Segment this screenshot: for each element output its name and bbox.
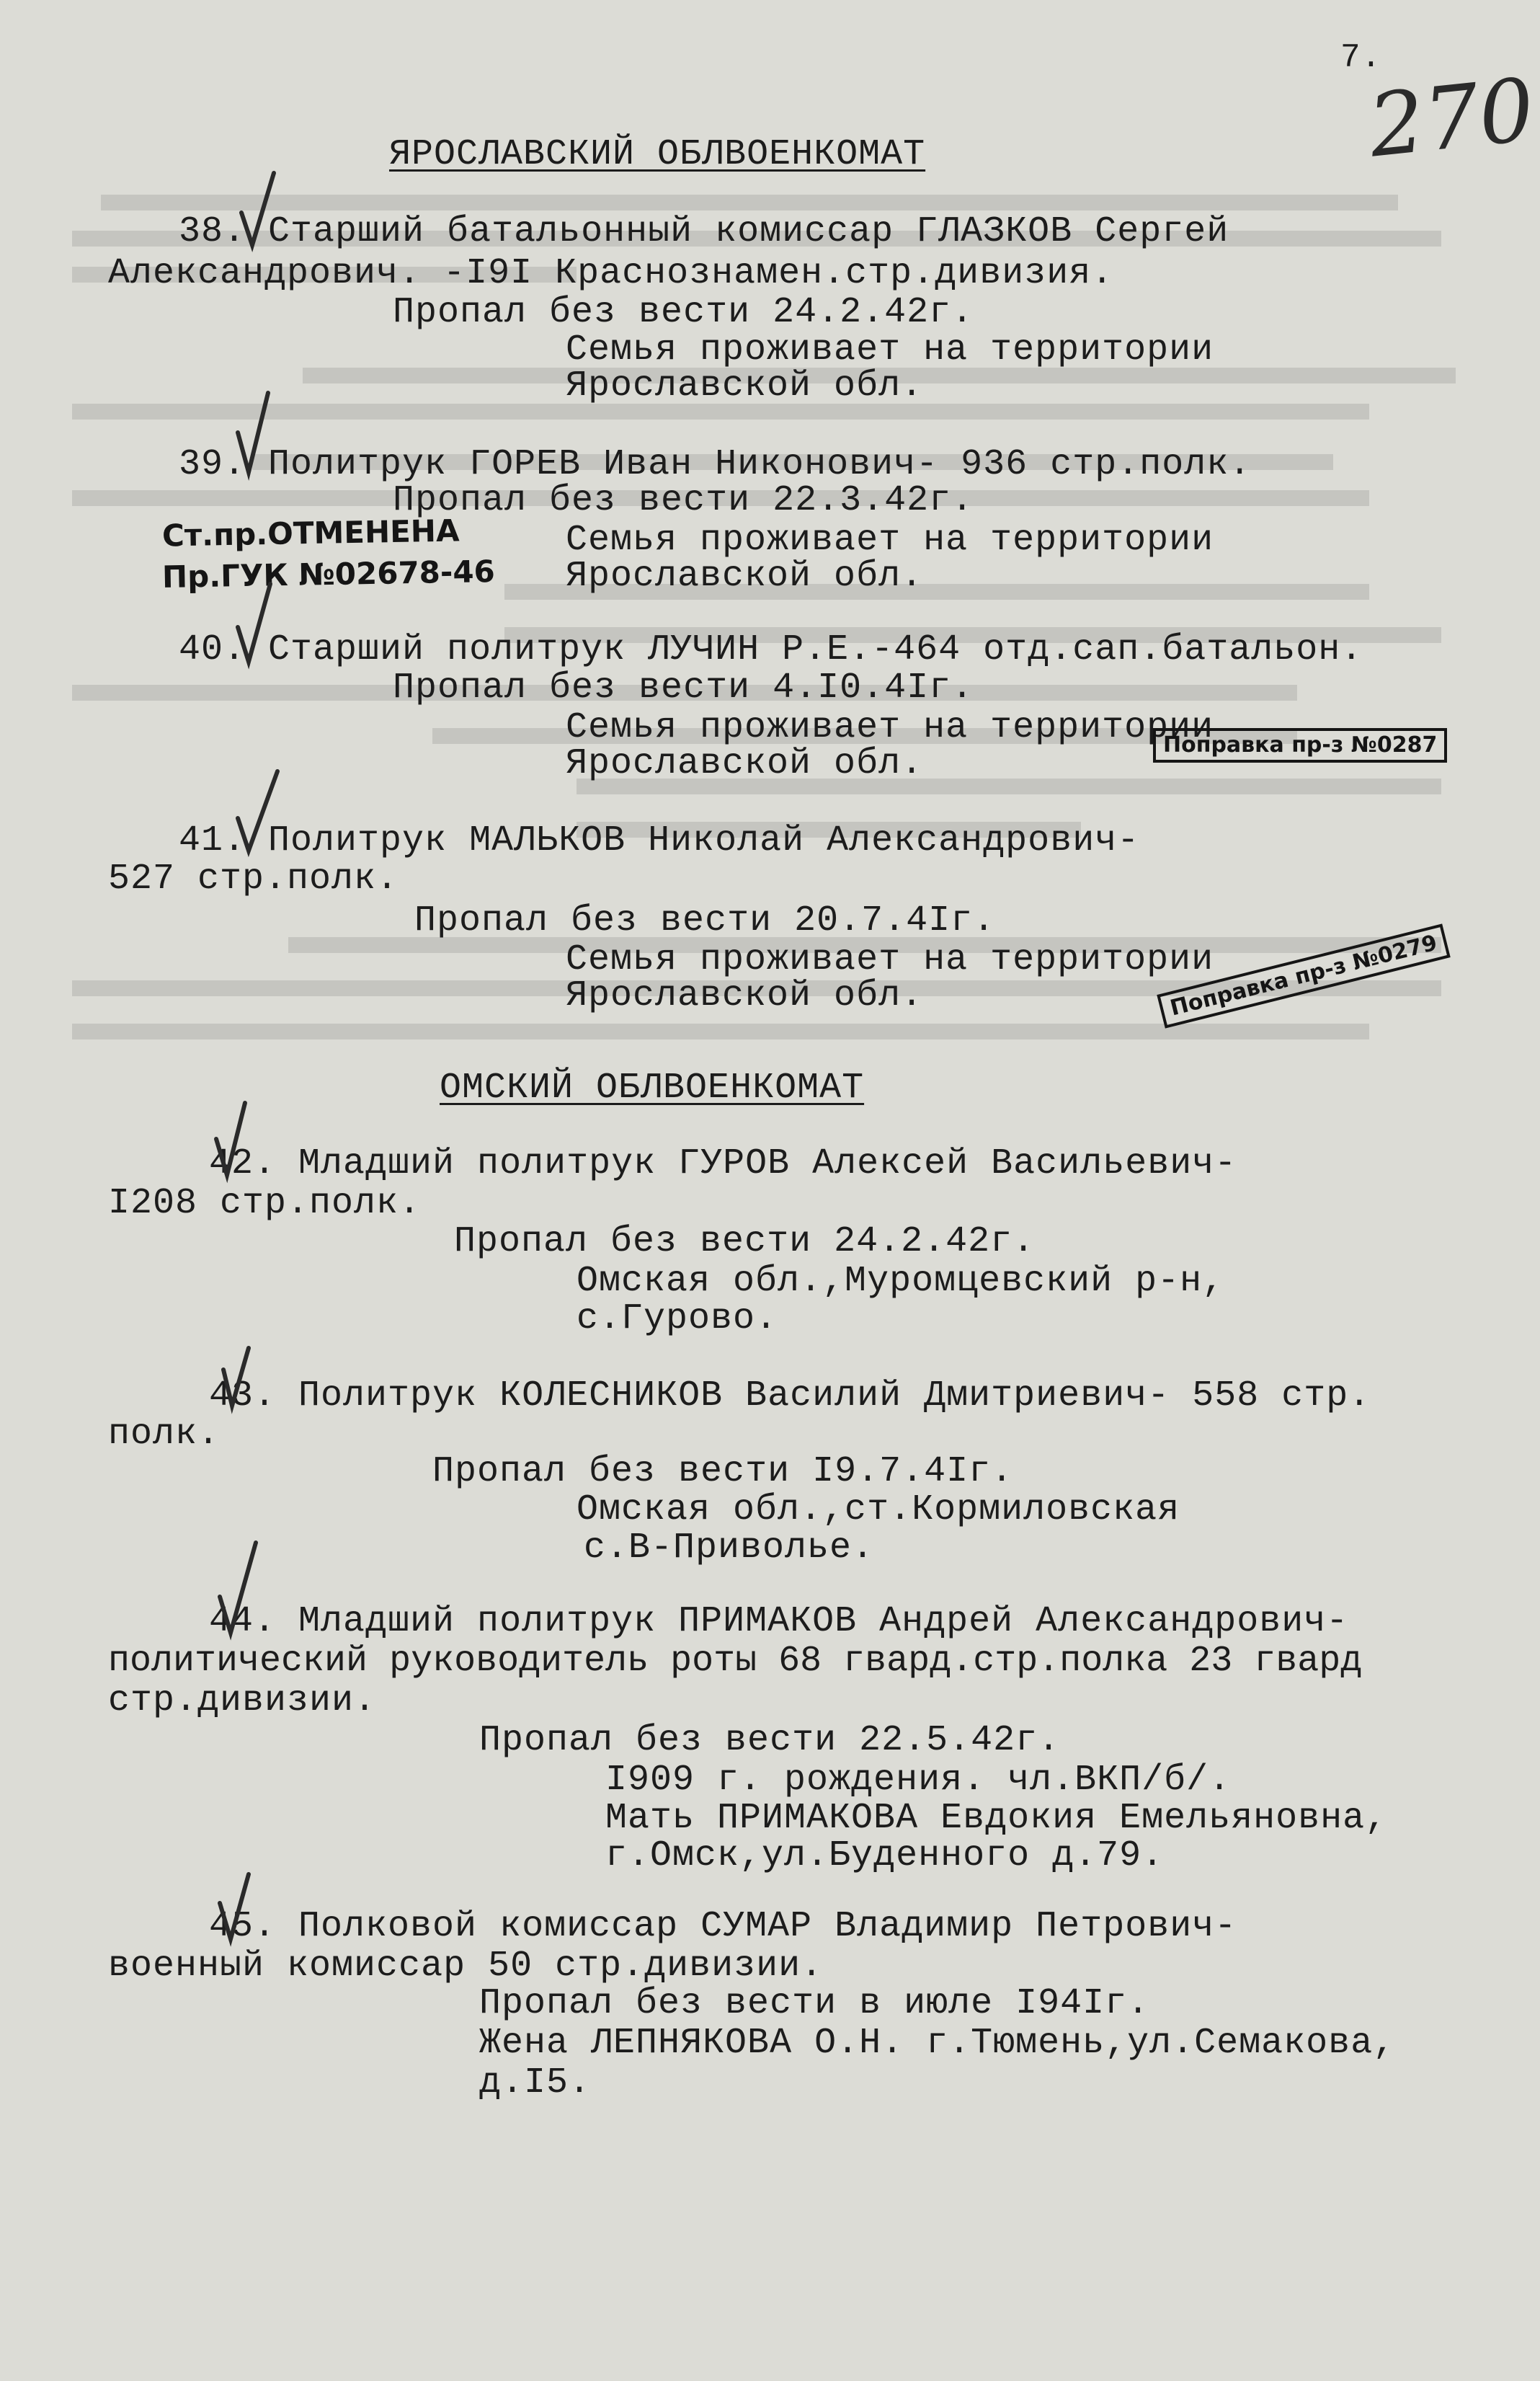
entry-41-line3: Пропал без вести 20.7.4Iг. (414, 900, 996, 941)
entry-41-line1: 41. Политрук МАЛЬКОВ Николай Александрович- (179, 820, 1140, 861)
entry-38-line2: Александрович. -I9I Краснознамен.стр.дивизия. (108, 253, 1114, 294)
page-number: 7. (1340, 39, 1382, 76)
entry-44-line6: Мать ПРИМАКОВА Евдокия Емельяновна, (605, 1798, 1388, 1839)
archive-sheet-number: 270 (1364, 60, 1539, 177)
entry-40-line4: Ярославской обл. (566, 743, 924, 784)
entry-44-line1: 44. Младший политрук ПРИМАКОВ Андрей Александрович- (209, 1601, 1349, 1642)
entry-38-line5: Ярославской обл. (566, 365, 924, 407)
entry-40-line2: Пропал без вести 4.I0.4Iг. (393, 668, 974, 709)
section-title-yaroslavl: ЯРОСЛАВСКИЙ ОБЛВОЕНКОМАТ (389, 134, 926, 175)
entry-44-line5: I909 г. рождения. чл.ВКП/б/. (605, 1760, 1232, 1801)
entry-44-line2: политический руководитель роты 68 гвард.стр.полка 23 гвард (108, 1641, 1363, 1682)
entry-42-line2: I208 стр.полк. (108, 1183, 422, 1224)
correction-stamp-1: Поправка пр-з №0287 (1153, 728, 1447, 763)
entry-44-line4: Пропал без вести 22.5.42г. (479, 1720, 1061, 1761)
entry-45-line1: 45. Полковой комиссар СУМАР Владимир Петрович- (209, 1906, 1237, 1947)
entry-39-line3: Семья проживает на территории (566, 520, 1214, 561)
section-title-omsk: ОМСКИЙ ОБЛВОЕНКОМАТ (440, 1068, 865, 1109)
entry-38-line1: 38. Старший батальонный комиссар ГЛАЗКОВ Сергей (179, 211, 1229, 252)
entry-45-line5: д.I5. (479, 2062, 592, 2103)
entry-43-line5: с.В-Приволье. (584, 1528, 875, 1569)
entry-43-line2: полк. (108, 1414, 221, 1455)
entry-44-line7: г.Омск,ул.Буденного д.79. (605, 1835, 1165, 1876)
entry-41-line2: 527 стр.полк. (108, 859, 399, 900)
entry-42-line1: 42. Младший политрук ГУРОВ Алексей Васильевич- (209, 1143, 1237, 1184)
entry-40-line1: 40. Старший политрук ЛУЧИН Р.Е.-464 отд.сап.батальон. (179, 629, 1363, 670)
entry-43-line3: Пропал без вести I9.7.4Iг. (432, 1451, 1014, 1492)
entry-45-line3: Пропал без вести в июле I94Iг. (479, 1983, 1150, 2024)
entry-39-line1: 39. Политрук ГОРЕВ Иван Никонович- 936 стр.полк. (179, 444, 1252, 485)
entry-39-line4: Ярославской обл. (566, 556, 924, 597)
correction-stamp-2: Поправка пр-з №0279 (1157, 923, 1451, 1028)
entry-42-line5: с.Гурово. (577, 1298, 778, 1339)
entry-39-line2: Пропал без вести 22.3.42г. (393, 480, 974, 521)
entry-43-line1: 43. Политрук КОЛЕСНИКОВ Василий Дмитриевич- 558 стр. (209, 1375, 1371, 1416)
cancellation-stamp-line1: Ст.пр.ОТМЕНЕНА (161, 513, 460, 554)
entry-45-line2: военный комиссар 50 стр.дивизии. (108, 1946, 824, 1987)
entry-43-line4: Омская обл.,ст.Кормиловская (577, 1489, 1180, 1530)
entry-42-line3: Пропал без вести 24.2.42г. (454, 1221, 1036, 1262)
entry-41-line4: Семья проживает на территории (566, 939, 1214, 980)
entry-44-line3: стр.дивизии. (108, 1680, 377, 1721)
entry-38-line3: Пропал без вести 24.2.42г. (393, 292, 974, 333)
entry-38-line4: Семья проживает на территории (566, 329, 1214, 371)
entry-40-line3: Семья проживает на территории (566, 707, 1214, 748)
cancellation-stamp-line2: Пр.ГУК №02678-46 (161, 553, 496, 595)
entry-45-line4: Жена ЛЕПНЯКОВА О.Н. г.Тюмень,ул.Семакова, (479, 2023, 1396, 2064)
entry-41-line5: Ярославской обл. (566, 975, 924, 1016)
entry-42-line4: Омская обл.,Муромцевский р-н, (577, 1261, 1225, 1302)
